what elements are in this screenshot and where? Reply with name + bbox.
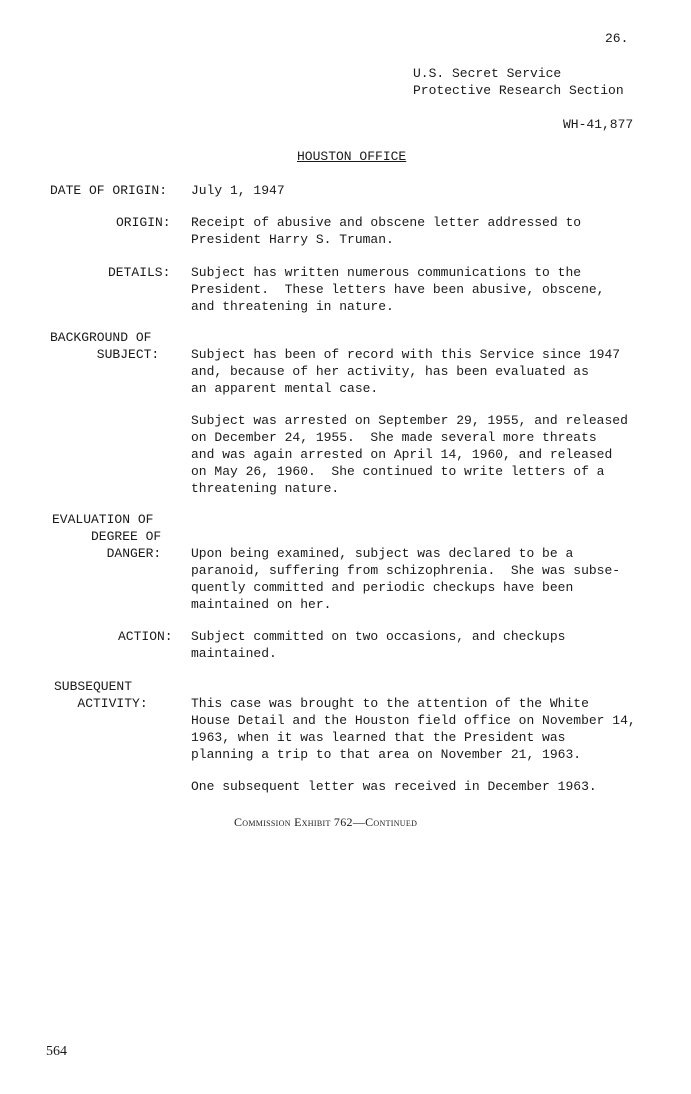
exhibit-caption: Commission Exhibit 762—Continued	[234, 815, 418, 829]
background-para-2: Subject was arrested on September 29, 1955, and released on December 24, 1955. She made several more threats and was again arrested on April 14, 1960, and released on May 26, 1960. She continued to write letters of a threatening nature.	[191, 413, 628, 496]
date-of-origin-text: July 1, 1947	[191, 183, 285, 198]
subsequent-label: SUBSEQUENT ACTIVITY:	[54, 679, 148, 711]
footer-page-number: 564	[46, 1044, 67, 1059]
subsequent-para-1: This case was brought to the attention of the White House Detail and the Houston field office on November 14, 1963, when it was learned that the President was planning a trip to that area on November 21, 1963.	[191, 696, 636, 762]
subsequent-para-2: One subsequent letter was received in December 1963.	[191, 779, 597, 794]
details-label: DETAILS:	[108, 265, 171, 280]
agency-line-2: Protective Research Section	[413, 83, 624, 98]
page-number: 26.	[605, 31, 629, 46]
origin-text: Receipt of abusive and obscene letter addressed to President Harry S. Truman.	[191, 215, 582, 247]
evaluation-text: Upon being examined, subject was declared to be a paranoid, suffering from schizophrenia. She was subse- quently committed and periodic checkups have been maintained on her.	[191, 546, 621, 612]
background-label: BACKGROUND OF SUBJECT:	[50, 330, 160, 362]
agency-line-1: U.S. Secret Service	[413, 66, 562, 81]
reference-number: WH-41,877	[563, 117, 634, 132]
evaluation-label: EVALUATION OF DEGREE OF DANGER:	[52, 512, 162, 561]
agency-block	[413, 65, 624, 99]
date-of-origin-label: DATE OF ORIGIN:	[50, 183, 168, 198]
origin-label: ORIGIN:	[116, 215, 171, 230]
office-heading: HOUSTON OFFICE	[297, 149, 407, 164]
action-text: Subject committed on two occasions, and checkups maintained.	[191, 629, 566, 661]
details-text: Subject has written numerous communications to the President. These letters have been abusive, obscene, and threatening in nature.	[191, 265, 605, 314]
action-label: ACTION:	[118, 629, 173, 644]
background-para-1: Subject has been of record with this Service since 1947 and, because of her activity, has been evaluated as an apparent mental case.	[191, 347, 621, 396]
